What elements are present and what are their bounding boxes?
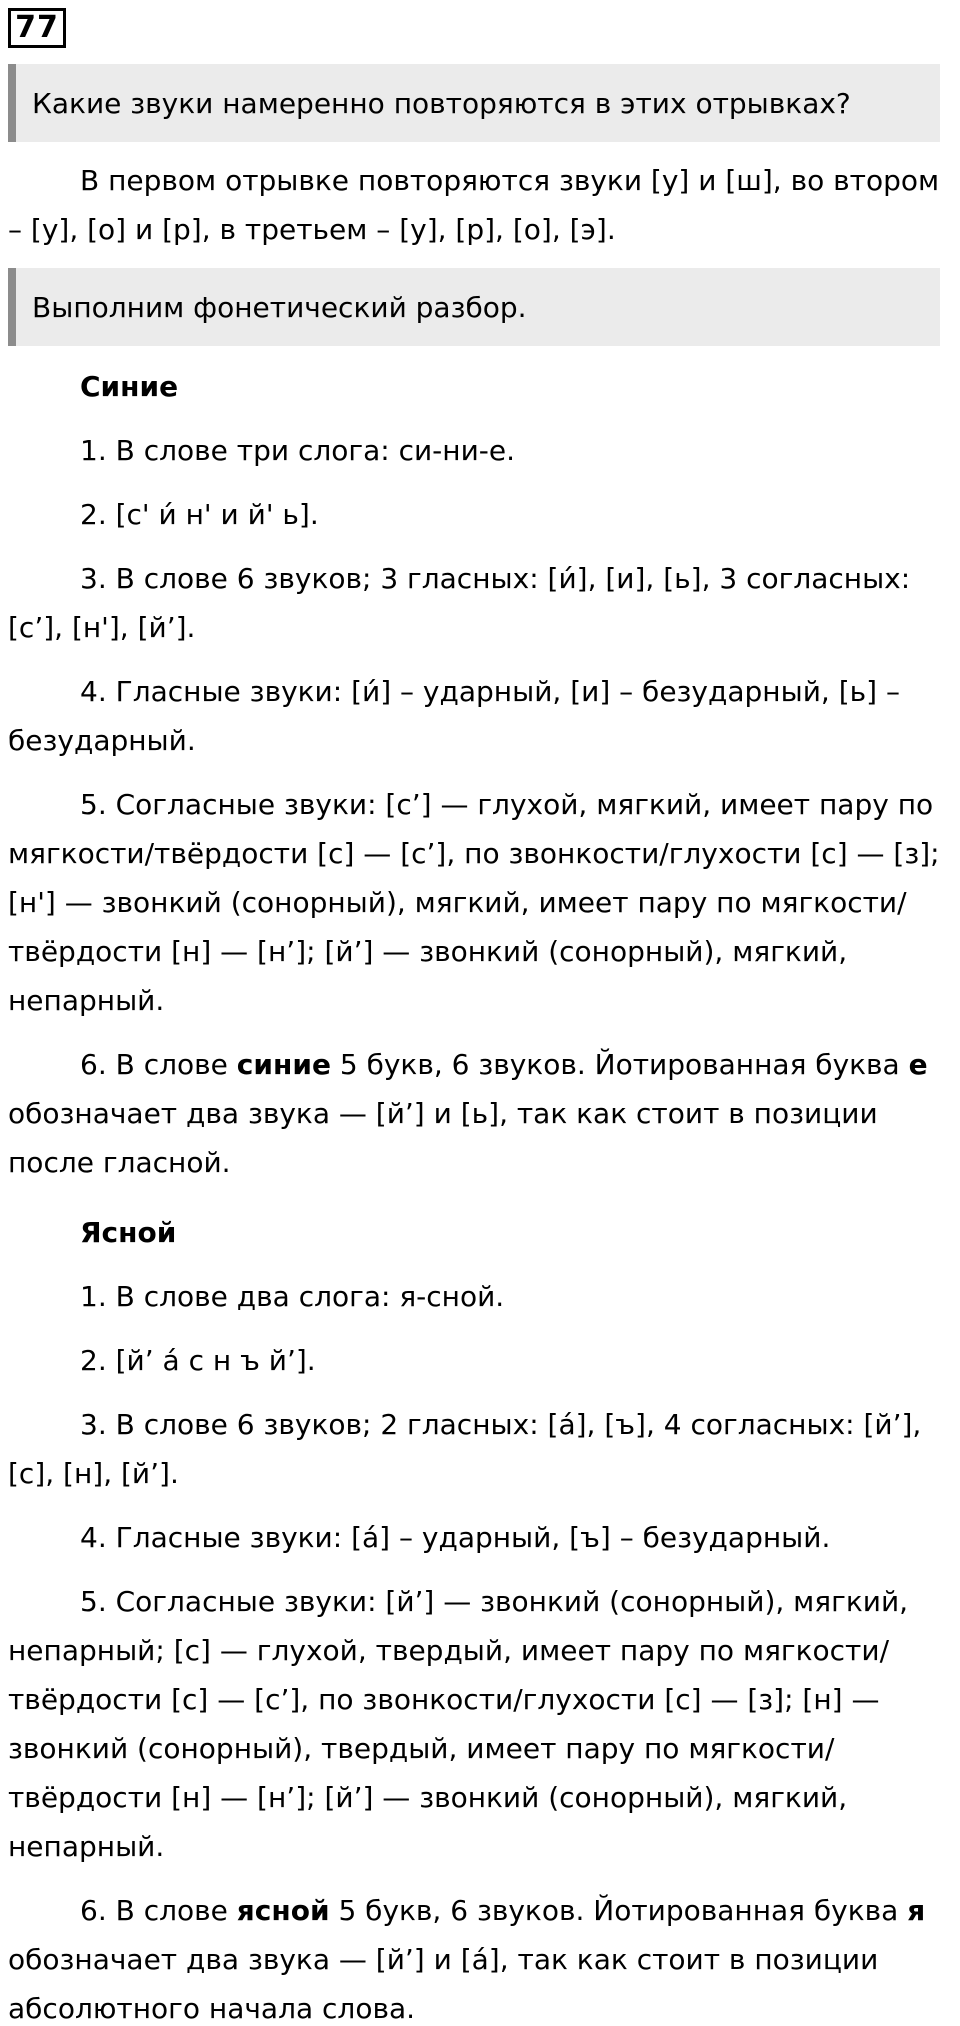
task-number: 77 <box>8 8 66 48</box>
word1-item-6 <box>8 1040 958 1187</box>
word1-item6-post: обозначает два звука — [й’] и [ь], так как стоит в позиции после гласной. <box>8 1097 878 1179</box>
word1-item6-pre: 6. В слове <box>80 1048 237 1081</box>
word1-item6-word: синие <box>236 1048 331 1081</box>
word1-item-5: 5. Согласные звуки: [с’] — глухой, мягкий, имеет пару по мягкости/твёрдости [с] — [с’], по звонкости/глухости [с] — [з]; [н'] — звонкий (сонорный), мягкий, имеет пару по мягкости/твёрдости [н] — [н’]; [й’] — звонкий (сонорный), мягкий, непарный. <box>8 788 940 1017</box>
word2-item6-pre: 6. В слове <box>80 1894 237 1927</box>
word2-item6-post: обозначает два звука — [й’] и [а́], так как стоит в позиции абсолютного начала слова. <box>8 1943 879 2025</box>
question-box-2 <box>8 268 940 346</box>
word2-item6-word: ясной <box>236 1894 330 1927</box>
word1-item-4: 4. Гласные звуки: [и́] – ударный, [и] – безударный, [ь] – безударный. <box>8 675 900 757</box>
word1-item6-letter: е <box>908 1048 928 1081</box>
word1-heading: Синие <box>80 370 179 403</box>
question-box-1 <box>8 64 940 142</box>
word1-item6-mid: 5 букв, 6 звуков. Йотированная буква <box>330 1048 909 1081</box>
question-2-text: Выполним фонетический разбор. <box>32 290 527 324</box>
word2-item-4: 4. Гласные звуки: [а́] – ударный, [ъ] – безударный. <box>80 1521 831 1554</box>
word1-item-3: 3. В слове 6 звуков; 3 гласных: [и́], [и], [ь], 3 согласных: [с’], [н'], [й’]. <box>8 562 911 644</box>
question-1-text: Какие звуки намеренно повторяются в этих отрывках? <box>32 86 851 120</box>
answer-1-paragraph: В первом отрывке повторяются звуки [у] и [ш], во втором – [у], [о] и [р], в третьем – [у], [р], [о], [э]. <box>8 164 940 246</box>
word2-item-5: 5. Согласные звуки: [й’] — звонкий (сонорный), мягкий, непарный; [с] — глухой, твердый, имеет пару по мягкости/твёрдости [с] — [с’], по звонкости/глухости [с] — [з]; [н] — звонкий (сонорный), твердый, имеет пару по мягкости/твёрдости [н] — [н’]; [й’] — звонкий (сонорный), мягкий, непарный. <box>8 1585 909 1863</box>
word1-item-1: 1. В слове три слога: си-ни-е. <box>80 434 516 467</box>
word2-item-2: 2. [й’ а́ с н ъ й’]. <box>80 1344 316 1377</box>
word2-item-6 <box>8 1886 958 2026</box>
word2-item6-letter: я <box>907 1894 926 1927</box>
word1-item-2: 2. [с' и́ н' и й' ь]. <box>80 498 319 531</box>
word2-item-1: 1. В слове два слога: я-сной. <box>80 1280 505 1313</box>
word2-item-3: 3. В слове 6 звуков; 2 гласных: [а́], [ъ], 4 согласных: [й’], [с], [н], [й’]. <box>8 1408 922 1490</box>
word2-item6-mid: 5 букв, 6 звуков. Йотированная буква <box>329 1894 908 1927</box>
word2-heading: Ясной <box>80 1216 177 1249</box>
